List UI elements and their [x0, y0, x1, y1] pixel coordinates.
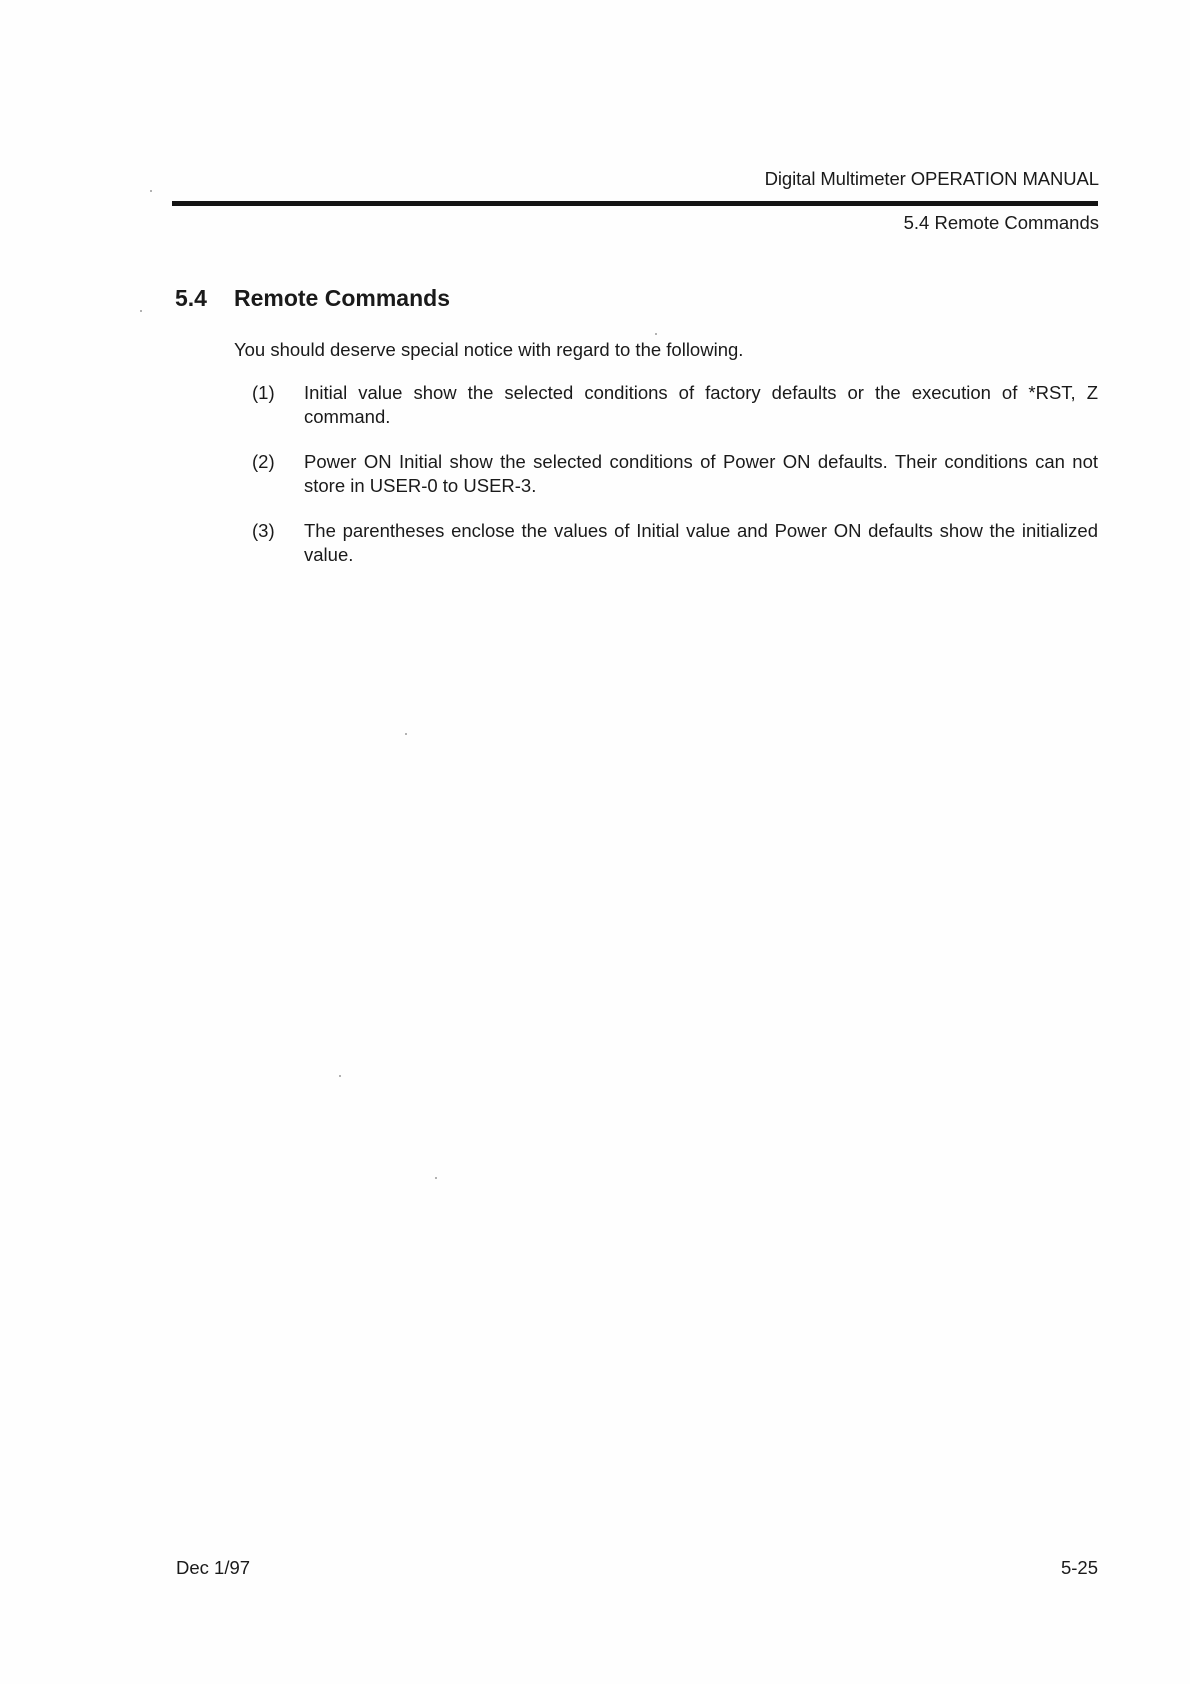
list-item-text: The parentheses enclose the values of Initial value and Power ON defaults show the initialized value. [304, 520, 1098, 565]
notice-list [252, 381, 1098, 588]
list-item [252, 450, 1098, 498]
list-item [252, 381, 1098, 429]
header-rule [172, 201, 1098, 206]
section-title: Remote Commands [234, 285, 450, 311]
scan-speck [339, 1075, 341, 1077]
footer-page-number: 5-25 [1060, 1557, 1098, 1578]
scan-speck [140, 310, 142, 312]
section-number: 5.4 [175, 285, 207, 311]
scan-speck [150, 190, 152, 192]
intro-paragraph: You should deserve special notice with regard to the following. [234, 339, 744, 360]
list-item [252, 519, 1098, 567]
running-header-title: Digital Multimeter OPERATION MANUAL [764, 168, 1099, 189]
scan-speck [655, 333, 657, 335]
running-header-section: 5.4 Remote Commands [903, 212, 1099, 233]
footer-date: Dec 1/97 [176, 1557, 251, 1578]
section-heading [175, 285, 450, 312]
list-marker: (3) [252, 520, 275, 541]
list-item-text: Initial value show the selected conditions of factory defaults or the execution of *RST, Z command. [304, 382, 1098, 427]
scan-speck [405, 733, 407, 735]
list-item-text: Power ON Initial show the selected conditions of Power ON defaults. Their conditions can not store in USER-0 to USER-3. [304, 451, 1098, 496]
scan-speck [435, 1177, 437, 1179]
list-marker: (1) [252, 382, 275, 403]
list-marker: (2) [252, 451, 275, 472]
